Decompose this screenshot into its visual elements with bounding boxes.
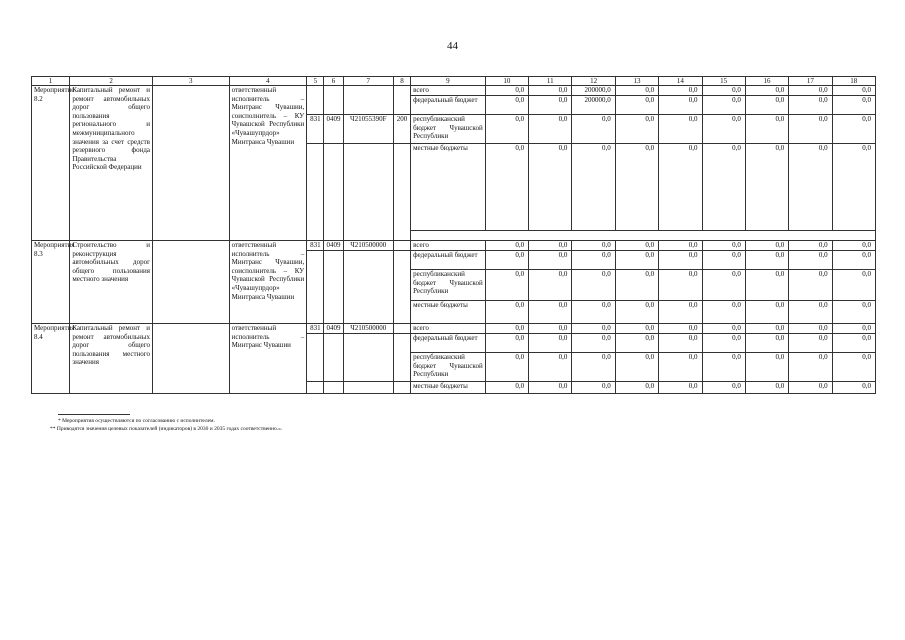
value-cell: 0,0 xyxy=(485,382,528,394)
code-cell xyxy=(343,86,393,115)
empty-cell xyxy=(152,86,229,241)
name-cell: Строительство и реконструкция автомобильных дорог общего пользования местного значения xyxy=(70,241,153,324)
code-cell xyxy=(324,251,343,324)
value-cell: 0,0 xyxy=(572,251,615,270)
code-cell xyxy=(393,251,410,324)
value-cell: 0,0 xyxy=(659,334,702,353)
value-cell: 0,0 xyxy=(745,86,788,96)
value-cell: 0,0 xyxy=(572,270,615,301)
source-cell: республиканский бюджет Чувашской Республики xyxy=(411,115,486,144)
value-cell: 0,0 xyxy=(702,301,745,324)
value-cell: 0,0 xyxy=(572,382,615,394)
value-cell: 0,0 xyxy=(832,353,875,382)
value-cell: 0,0 xyxy=(615,324,658,334)
value-cell: 0,0 xyxy=(832,144,875,231)
value-cell: 0,0 xyxy=(789,144,832,231)
header-row xyxy=(32,77,876,86)
value-cell: 0,0 xyxy=(615,241,658,251)
header-cell: 18 xyxy=(832,77,875,86)
footnote-1: * Мероприятия осуществляются по согласованию с исполнителем. xyxy=(58,418,215,424)
value-cell: 0,0 xyxy=(659,241,702,251)
value-cell: 0,0 xyxy=(832,324,875,334)
value-cell: 0,0 xyxy=(702,241,745,251)
code-cell xyxy=(307,251,324,324)
value-cell: 0,0 xyxy=(745,301,788,324)
code-cell: 831 xyxy=(307,241,324,251)
value-cell: 0,0 xyxy=(702,115,745,144)
value-cell: 0,0 xyxy=(789,324,832,334)
measure-cell: Мероприятия 8.3 xyxy=(32,241,70,324)
value-cell: 0,0 xyxy=(529,241,572,251)
table-row xyxy=(32,86,876,96)
footnotes xyxy=(50,417,283,433)
table-row xyxy=(32,241,876,251)
code-cell xyxy=(324,334,343,382)
value-cell: 0,0 xyxy=(615,334,658,353)
header-cell: 11 xyxy=(529,77,572,86)
value-cell: 0,0 xyxy=(702,251,745,270)
value-cell: 0,0 xyxy=(745,334,788,353)
value-cell: 0,0 xyxy=(485,301,528,324)
source-cell: местные бюджеты xyxy=(411,144,486,231)
header-cell: 7 xyxy=(343,77,393,86)
measure-cell: Мероприятия 8.4 xyxy=(32,324,70,394)
value-cell: 0,0 xyxy=(789,353,832,382)
page-number: 44 xyxy=(447,40,458,52)
table-row xyxy=(32,324,876,334)
value-cell: 0,0 xyxy=(789,334,832,353)
value-cell: 0,0 xyxy=(659,324,702,334)
code-cell xyxy=(307,334,324,382)
value-cell: 0,0 xyxy=(572,353,615,382)
value-cell: 0,0 xyxy=(789,96,832,115)
header-cell: 2 xyxy=(70,77,153,86)
value-cell: 0,0 xyxy=(529,96,572,115)
value-cell: 0,0 xyxy=(572,334,615,353)
value-cell: 0,0 xyxy=(789,251,832,270)
value-cell: 0,0 xyxy=(745,96,788,115)
source-cell: всего xyxy=(411,324,486,334)
value-cell: 0,0 xyxy=(789,270,832,301)
value-cell: 0,0 xyxy=(615,86,658,96)
value-cell: 0,0 xyxy=(529,382,572,394)
code-cell: Ч210500000 xyxy=(343,324,393,334)
name-cell: Капитальный ремонт и ремонт автомобильных дорог общего пользования местного значения xyxy=(70,324,153,394)
value-cell: 0,0 xyxy=(659,270,702,301)
value-cell: 0,0 xyxy=(572,301,615,324)
value-cell: 0,0 xyxy=(745,270,788,301)
value-cell: 0,0 xyxy=(485,251,528,270)
empty-cell xyxy=(411,231,876,241)
footnote-2: ** Приводятся значения целевых показателей (индикаторов) в 2030 и 2035 годах соответственно.». xyxy=(50,426,283,432)
header-cell: 12 xyxy=(572,77,615,86)
value-cell: 0,0 xyxy=(615,353,658,382)
code-cell: Ч210500000 xyxy=(343,241,393,251)
value-cell: 0,0 xyxy=(659,382,702,394)
code-cell: Ч21055390F xyxy=(343,115,393,144)
value-cell: 0,0 xyxy=(529,251,572,270)
value-cell: 0,0 xyxy=(485,241,528,251)
value-cell: 200000,0 xyxy=(572,96,615,115)
header-cell: 5 xyxy=(307,77,324,86)
code-cell xyxy=(393,324,410,334)
value-cell: 0,0 xyxy=(615,144,658,231)
value-cell: 0,0 xyxy=(832,334,875,353)
code-cell xyxy=(307,144,324,241)
footnote-rule xyxy=(58,414,130,415)
value-cell: 0,0 xyxy=(832,301,875,324)
code-cell xyxy=(393,241,410,251)
code-cell xyxy=(324,86,343,115)
value-cell: 0,0 xyxy=(529,301,572,324)
value-cell: 0,0 xyxy=(615,301,658,324)
header-cell: 8 xyxy=(393,77,410,86)
value-cell: 0,0 xyxy=(789,301,832,324)
source-cell: республиканский бюджет Чувашской Республики xyxy=(411,353,486,382)
empty-cell xyxy=(152,241,229,324)
value-cell: 0,0 xyxy=(659,144,702,231)
header-cell: 17 xyxy=(789,77,832,86)
value-cell: 0,0 xyxy=(832,270,875,301)
value-cell: 0,0 xyxy=(529,353,572,382)
value-cell: 0,0 xyxy=(529,270,572,301)
value-cell: 0,0 xyxy=(702,382,745,394)
value-cell: 0,0 xyxy=(572,115,615,144)
value-cell: 0,0 xyxy=(832,86,875,96)
code-cell xyxy=(393,334,410,382)
value-cell: 0,0 xyxy=(745,115,788,144)
value-cell: 0,0 xyxy=(659,251,702,270)
code-cell xyxy=(343,334,393,382)
value-cell: 0,0 xyxy=(832,96,875,115)
code-cell xyxy=(307,86,324,115)
code-cell xyxy=(393,86,410,115)
value-cell: 0,0 xyxy=(745,353,788,382)
empty-cell xyxy=(152,324,229,394)
value-cell: 0,0 xyxy=(702,270,745,301)
value-cell: 0,0 xyxy=(615,270,658,301)
value-cell: 0,0 xyxy=(529,334,572,353)
value-cell: 0,0 xyxy=(485,270,528,301)
executor-cell: ответственный исполнитель – Минтранс Чувашии, соисполнитель – КУ Чувашской Республики «Чувашупрдор» Минтранса Чувашии xyxy=(229,241,307,324)
source-cell: федеральный бюджет xyxy=(411,251,486,270)
code-cell xyxy=(393,382,410,394)
value-cell: 0,0 xyxy=(529,144,572,231)
value-cell: 0,0 xyxy=(659,353,702,382)
value-cell: 0,0 xyxy=(745,251,788,270)
value-cell: 0,0 xyxy=(485,144,528,231)
value-cell: 0,0 xyxy=(572,241,615,251)
source-cell: федеральный бюджет xyxy=(411,334,486,353)
header-cell: 3 xyxy=(152,77,229,86)
value-cell: 0,0 xyxy=(529,115,572,144)
name-cell: Капитальный ремонт и ремонт автомобильных дорог общего пользования регионального и межмуниципального значения за счет средств резервного фонда Правительства Российской Федерации xyxy=(70,86,153,241)
source-cell: республиканский бюджет Чувашской Республики xyxy=(411,270,486,301)
value-cell: 0,0 xyxy=(745,382,788,394)
executor-cell: ответственный исполнитель – Минтранс Чувашии xyxy=(229,324,307,394)
value-cell: 0,0 xyxy=(702,86,745,96)
value-cell: 0,0 xyxy=(615,115,658,144)
header-cell: 13 xyxy=(615,77,658,86)
value-cell: 0,0 xyxy=(485,96,528,115)
source-cell: федеральный бюджет xyxy=(411,96,486,115)
code-cell xyxy=(343,251,393,324)
code-cell xyxy=(324,382,343,394)
value-cell: 0,0 xyxy=(789,241,832,251)
value-cell: 0,0 xyxy=(572,324,615,334)
header-cell: 14 xyxy=(659,77,702,86)
code-cell: 200 xyxy=(393,115,410,144)
code-cell: 831 xyxy=(307,324,324,334)
code-cell: 0409 xyxy=(324,241,343,251)
header-cell: 4 xyxy=(229,77,307,86)
value-cell: 0,0 xyxy=(659,301,702,324)
value-cell: 0,0 xyxy=(529,86,572,96)
value-cell: 0,0 xyxy=(615,251,658,270)
value-cell: 0,0 xyxy=(702,353,745,382)
value-cell: 0,0 xyxy=(485,86,528,96)
value-cell: 0,0 xyxy=(702,96,745,115)
value-cell: 0,0 xyxy=(572,144,615,231)
code-cell: 831 xyxy=(307,115,324,144)
header-cell: 16 xyxy=(745,77,788,86)
value-cell: 0,0 xyxy=(832,115,875,144)
value-cell: 0,0 xyxy=(702,334,745,353)
header-cell: 9 xyxy=(411,77,486,86)
value-cell: 0,0 xyxy=(659,86,702,96)
code-cell xyxy=(307,382,324,394)
value-cell: 0,0 xyxy=(745,144,788,231)
code-cell xyxy=(393,144,410,241)
value-cell: 0,0 xyxy=(789,382,832,394)
value-cell: 0,0 xyxy=(615,96,658,115)
header-cell: 10 xyxy=(485,77,528,86)
source-cell: всего xyxy=(411,241,486,251)
value-cell: 0,0 xyxy=(485,115,528,144)
code-cell xyxy=(343,382,393,394)
value-cell: 0,0 xyxy=(615,382,658,394)
value-cell: 0,0 xyxy=(485,324,528,334)
source-cell: всего xyxy=(411,86,486,96)
source-cell: местные бюджеты xyxy=(411,382,486,394)
source-cell: местные бюджеты xyxy=(411,301,486,324)
header-cell: 1 xyxy=(32,77,70,86)
value-cell: 200000,0 xyxy=(572,86,615,96)
header-cell: 15 xyxy=(702,77,745,86)
code-cell xyxy=(343,144,393,241)
value-cell: 0,0 xyxy=(832,241,875,251)
value-cell: 0,0 xyxy=(659,96,702,115)
code-cell: 0409 xyxy=(324,115,343,144)
measure-cell: Мероприятие 8.2 xyxy=(32,86,70,241)
value-cell: 0,0 xyxy=(745,241,788,251)
value-cell: 0,0 xyxy=(485,353,528,382)
code-cell xyxy=(324,144,343,241)
header-cell: 6 xyxy=(324,77,343,86)
value-cell: 0,0 xyxy=(485,334,528,353)
value-cell: 0,0 xyxy=(832,251,875,270)
executor-cell: ответственный исполнитель – Минтранс Чувашии, соисполнитель – КУ Чувашской Республики «Чувашупрдор» Минтранса Чувашии xyxy=(229,86,307,241)
value-cell: 0,0 xyxy=(789,115,832,144)
value-cell: 0,0 xyxy=(659,115,702,144)
value-cell: 0,0 xyxy=(832,382,875,394)
value-cell: 0,0 xyxy=(745,324,788,334)
budget-table xyxy=(31,76,876,394)
code-cell: 0409 xyxy=(324,324,343,334)
value-cell: 0,0 xyxy=(789,86,832,96)
value-cell: 0,0 xyxy=(702,324,745,334)
value-cell: 0,0 xyxy=(529,324,572,334)
value-cell: 0,0 xyxy=(702,144,745,231)
